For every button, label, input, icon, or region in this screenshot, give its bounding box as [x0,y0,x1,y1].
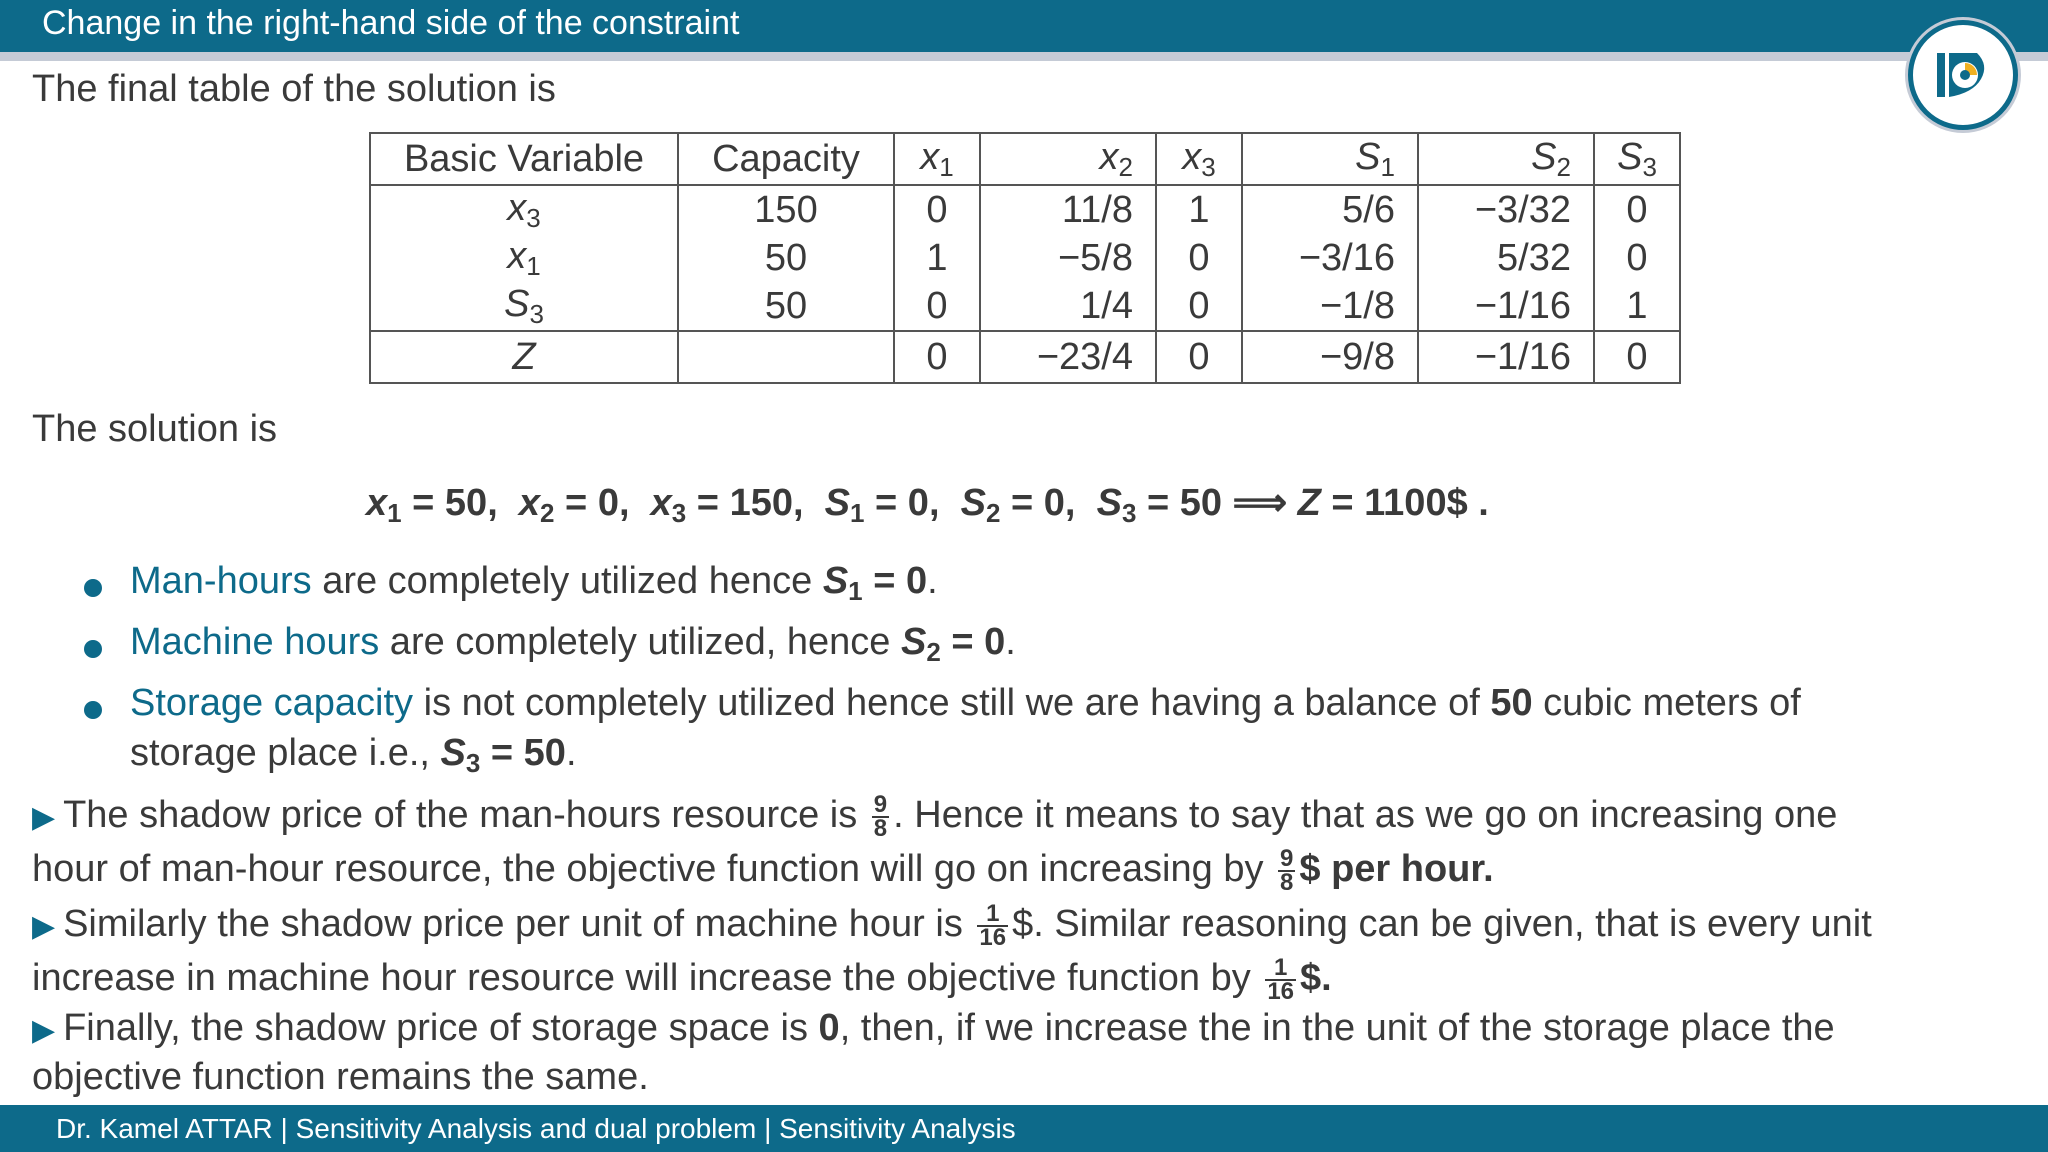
basic-var-cell: Z [370,331,678,383]
fraction: $\frac{9}{8}$ [1280,845,1294,896]
triangle-right-icon: ▶ [32,1014,56,1047]
table-cell: 0 [894,282,980,331]
sol-s1: 0 [907,482,929,524]
table-cell: −9/8 [1242,331,1418,383]
table-cell: 11/8 [980,185,1156,234]
table-cell: 0 [894,331,980,383]
slide-title: Change in the right-hand side of the constraint [42,4,740,42]
university-logo-icon [1908,20,2018,130]
table-cell: 0 [894,185,980,234]
capacity-cell: 50 [678,282,894,331]
col-header-x3: $x_3$ [1156,133,1242,185]
point-shadow-price-machine-hour: ▶ Similarly the shadow price per unit of machine hour is $\frac{1}{16}$ $. Similar reasoning can be given, that is every unit [32,900,1872,951]
table-cell: −5/8 [980,234,1156,282]
bullet-dot-icon [84,640,102,658]
table-cell: 0 [1156,331,1242,383]
sol-x2: 0 [597,482,619,524]
table-cell: −1/8 [1242,282,1418,331]
table-cell: −23/4 [980,331,1156,383]
bullet-dot-icon [84,701,102,719]
sol-x1: 50 [444,482,488,524]
bullet-machine-hours: Machine hours are completely utilized, hence $S_2 = 0$. [130,621,1016,667]
fraction: $\frac{1}{16}$ [1267,954,1295,1005]
intro-text: The final table of the solution is [32,68,556,110]
table-cell: −1/16 [1418,282,1594,331]
capacity-cell [678,331,894,383]
point-shadow-price-man-hours-line2: hour of man-hour resource, the objective function will go on increasing by $\frac{9}{8}$ $ per hour. [32,845,1494,896]
table-cell: 0 [1594,331,1680,383]
table-header-row [370,133,1680,185]
basic-var-cell: $S_3$ [370,282,678,331]
sol-z: 1100$ [1364,482,1468,524]
sol-x3: 150 [729,482,793,524]
table-cell: 1/4 [980,282,1156,331]
col-header-s1: $S_1$ [1242,133,1418,185]
bullet-dot-icon [84,579,102,597]
solution-equation: $x_1 = 50$, $x_2 = 0$, $x_3 = 150$, $S_1 = 0$, $S_2 = 0$, $S_3 = 50$ ⟹ Z = 1100$ . [366,482,1489,528]
point-shadow-price-storage-line2: objective function remains the same. [32,1056,649,1098]
bullet-storage-capacity-line2: storage place i.e., $S_3 = 50$. [130,732,577,778]
triangle-right-icon: ▶ [32,801,56,835]
col-header-x1: $x_1$ [894,133,980,185]
table-cell: 5/32 [1418,234,1594,282]
col-header-s2: $S_2$ [1418,133,1594,185]
table-cell: 1 [1156,185,1242,234]
col-header-s3: $S_3$ [1594,133,1680,185]
capacity-cell: 50 [678,234,894,282]
table-cell: 1 [894,234,980,282]
table-row [370,185,1680,234]
table-cell: 0 [1594,185,1680,234]
table-cell: −3/16 [1242,234,1418,282]
table-cell: 1 [1594,282,1680,331]
table-cell: 5/6 [1242,185,1418,234]
bullet-storage-capacity: Storage capacity is not completely utilized hence still we are having a balance of 50 cubic meters of [130,682,1801,724]
basic-var-cell: $x_3$ [370,185,678,234]
bullet-man-hours: Man-hours are completely utilized hence $S_1 = 0$. [130,560,938,606]
col-header-basic: Basic Variable [370,133,678,185]
point-shadow-price-machine-hour-line2: increase in machine hour resource will increase the objective function by $\frac{1}{16}$ $. [32,954,1332,1005]
table-row [370,282,1680,331]
table-cell: −3/32 [1418,185,1594,234]
col-header-capacity: Capacity [678,133,894,185]
footer-bar [0,1105,2048,1152]
fraction: $\frac{1}{16}$ [979,900,1007,951]
table-cell: 0 [1156,282,1242,331]
triangle-right-icon: ▶ [32,910,56,944]
sol-s2: 0 [1043,482,1065,524]
sol-s3: 50 [1179,482,1223,524]
title-bar [0,0,2048,52]
simplex-final-table [369,132,1681,384]
point-shadow-price-storage: ▶ Finally, the shadow price of storage space is 0, then, if we increase the in the unit of the storage place the [32,1007,1835,1049]
table-cell: 0 [1156,234,1242,282]
solution-label: The solution is [32,408,278,450]
col-header-x2: $x_2$ [980,133,1156,185]
basic-var-cell: $x_1$ [370,234,678,282]
capacity-cell: 150 [678,185,894,234]
table-cell: 0 [1594,234,1680,282]
table-row [370,234,1680,282]
title-underline [0,52,2048,61]
table-row-z [370,331,1680,383]
table-cell: −1/16 [1418,331,1594,383]
point-shadow-price-man-hours: ▶ The shadow price of the man-hours resource is $\frac{9}{8}$ . Hence it means to say that as we go on increasing one [32,791,1838,842]
footer-text: Dr. Kamel ATTAR | Sensitivity Analysis and dual problem | Sensitivity Analysis [56,1113,1016,1144]
fraction: $\frac{9}{8}$ [873,791,888,842]
